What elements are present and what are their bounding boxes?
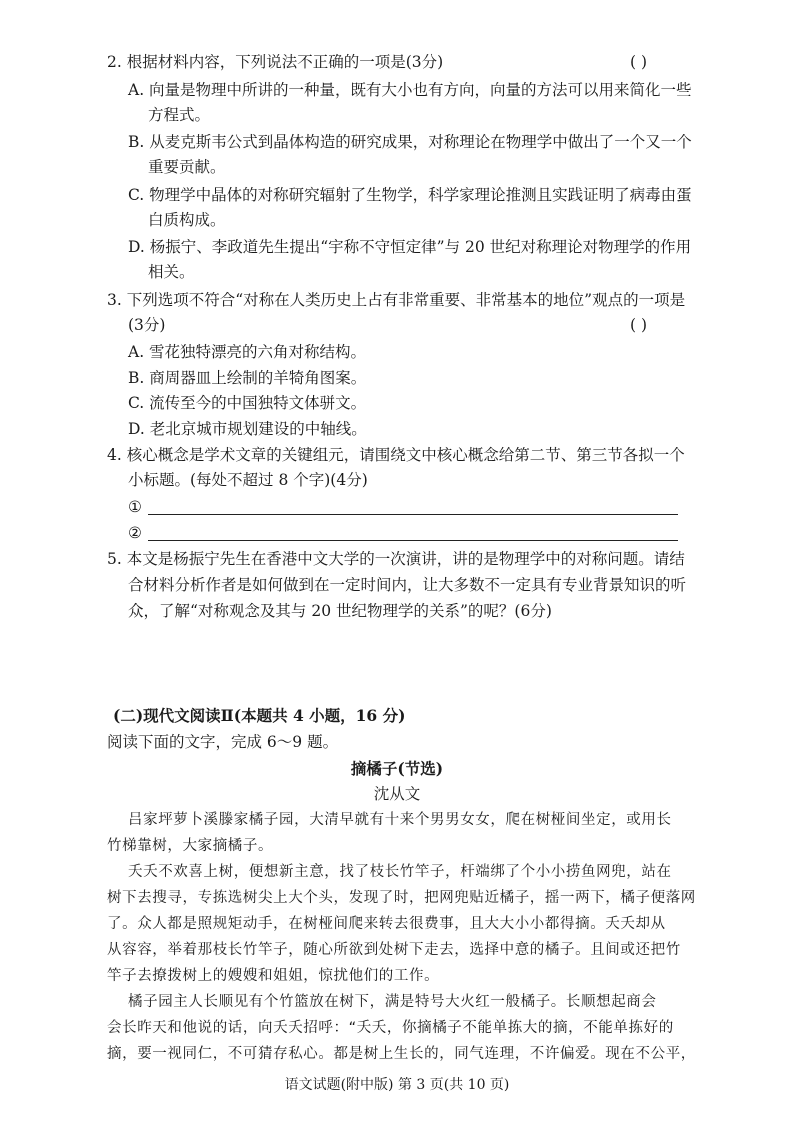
q2-answer-bracket[interactable]: ( ) bbox=[630, 53, 648, 71]
q2-option-b-cont: 重要贡献。 bbox=[148, 158, 226, 176]
q2-option-c: C. 物理学中晶体的对称研究辐射了生物学，科学家理论推测且实践证明了病毒由蛋 bbox=[128, 186, 692, 204]
story-paragraph-1: 吕家坪萝卜溪滕家橘子园，大清早就有十来个男男女女，爬在树桠间坐定，或用长 bbox=[128, 812, 672, 828]
story-paragraph-2-cont-1: 树下去搜寻，专拣选树尖上大个头，发现了时，把网兜贴近橘子，摇一两下，橘子便落网 bbox=[107, 890, 696, 906]
q4-stem: 4. 核心概念是学术文章的关键组元，请围绕文中核心概念给第二节、第三节各拟一个 bbox=[107, 446, 685, 464]
q4-blank-2-label: ② bbox=[128, 524, 142, 542]
q3-stem: 3. 下列选项不符合“对称在人类历史上占有非常重要、非常基本的地位”观点的一项是 bbox=[107, 291, 686, 309]
q5-stem: 5. 本文是杨振宁先生在香港中文大学的一次演讲，讲的是物理学中的对称问题。请结 bbox=[107, 550, 685, 568]
q2-option-a-cont: 方程式。 bbox=[148, 106, 211, 124]
page-footer: 语文试题(附中版) 第 3 页(共 10 页) bbox=[284, 1077, 510, 1093]
q4-answer-line-1[interactable] bbox=[148, 514, 678, 515]
q4-stem-cont: 小标题。(每处不超过 8 个字)(4分) bbox=[128, 471, 368, 489]
q3-option-c: C. 流传至今的中国独特文体骈文。 bbox=[128, 394, 367, 412]
q2-option-d: D. 杨振宁、李政道先生提出“宇称不守恒定律”与 20 世纪对称理论对物理学的作用 bbox=[128, 238, 692, 256]
story-author: 沈从文 bbox=[373, 785, 421, 803]
section-instruction: 阅读下面的文字，完成 6～9 题。 bbox=[107, 733, 339, 751]
story-paragraph-3-cont-1: 会长昨天和他说的话，向夭夭招呼：“夭夭，你摘橘子不能单拣大的摘，不能单拣好的 bbox=[107, 1020, 674, 1036]
q4-blank-1-label: ① bbox=[128, 498, 142, 516]
q3-option-a: A. 雪花独特漂亮的六角对称结构。 bbox=[128, 343, 367, 361]
section-heading: (二)现代文阅读Ⅱ(本题共 4 小题，16 分) bbox=[113, 706, 406, 725]
q3-option-b: B. 商周器皿上绘制的羊犄角图案。 bbox=[128, 369, 367, 387]
story-paragraph-3: 橘子园主人长顺见有个竹篮放在树下，满是特号大火红一般橘子。长顺想起商会 bbox=[128, 994, 657, 1010]
q2-option-d-cont: 相关。 bbox=[148, 263, 195, 281]
q3-answer-bracket[interactable]: ( ) bbox=[630, 316, 648, 334]
q2-option-a: A. 向量是物理中所讲的一种量，既有大小也有方向，向量的方法可以用来简化一些 bbox=[128, 81, 692, 99]
q3-stem-points: (3分) bbox=[128, 316, 166, 334]
q2-stem: 2. 根据材料内容，下列说法不正确的一项是(3分) bbox=[107, 53, 444, 71]
q4-answer-line-2[interactable] bbox=[148, 540, 678, 541]
story-paragraph-2-cont-4: 竿子去撩拨树上的嫂嫂和姐姐，惊扰他们的工作。 bbox=[107, 968, 440, 984]
story-paragraph-2-cont-3: 从容容，举着那枝长竹竿子，随心所欲到处树下走去，选择中意的橘子。且间或还把竹 bbox=[107, 942, 681, 958]
q2-option-b: B. 从麦克斯韦公式到晶体构造的研究成果，对称理论在物理学中做出了一个又一个 bbox=[128, 133, 692, 151]
q2-option-c-cont: 白质构成。 bbox=[148, 211, 226, 229]
story-paragraph-2: 夭夭不欢喜上树，便想新主意，找了枝长竹竿子，杆端绑了个小小捞鱼网兜，站在 bbox=[128, 864, 672, 880]
q3-option-d: D. 老北京城市规划建设的中轴线。 bbox=[128, 420, 367, 438]
story-paragraph-3-cont-2: 摘，要一视同仁，不可猜存私心。都是树上生长的，同气连理，不许偏爱。现在不公平， bbox=[107, 1046, 696, 1062]
story-paragraph-2-cont-2: 了。众人都是照规矩动手，在树桠间爬来转去很费事，且大大小小都得摘。夭夭却从 bbox=[107, 916, 666, 932]
story-paragraph-1-cont: 竹梯靠树，大家摘橘子。 bbox=[107, 838, 274, 854]
q5-stem-cont-2: 众，了解“对称观念及其与 20 世纪物理学的关系”的呢？(6分) bbox=[128, 602, 552, 620]
story-title: 摘橘子(节选) bbox=[350, 759, 444, 778]
q5-stem-cont-1: 合材料分析作者是如何做到在一定时间内，让大多数不一定具有专业背景知识的听 bbox=[128, 576, 687, 594]
